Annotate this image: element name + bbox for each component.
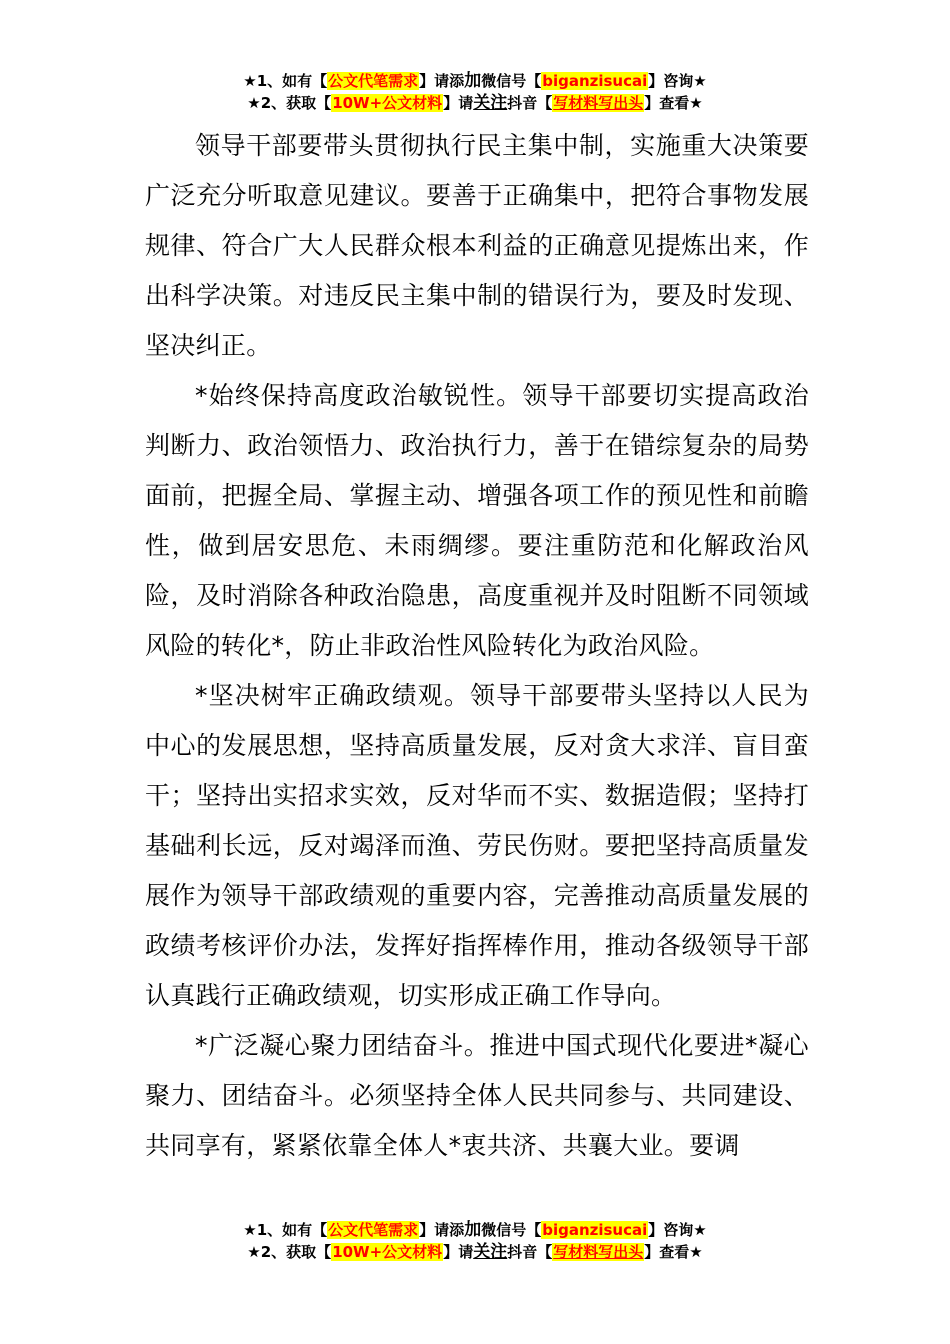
banner-emphasis: 关注 [473, 1242, 508, 1262]
banner-text: 微信号【 [481, 1221, 542, 1239]
highlight-service: 公文代笔需求 [328, 1221, 419, 1239]
banner-text: 】咨询★ [648, 1221, 707, 1239]
banner-text: 】请 [443, 94, 474, 112]
banner-text: ★1、如有【 [243, 1221, 328, 1239]
header-banner [0, 70, 950, 114]
banner-line-1 [0, 70, 950, 92]
document-body [145, 121, 809, 1171]
highlight-materials: 10W+公文材料 [332, 1243, 443, 1261]
highlight-wechat-id: biganzisucai [542, 1221, 648, 1239]
banner-line-2 [0, 92, 950, 114]
banner-text: 抖音【 [507, 1243, 553, 1261]
banner-text: 】请添 [419, 1221, 465, 1239]
banner-text: 】查看★ [644, 1243, 703, 1261]
banner-line-1 [0, 1219, 950, 1241]
highlight-service: 公文代笔需求 [328, 72, 419, 90]
banner-emphasis: 加 [464, 1220, 482, 1240]
banner-text: ★2、获取【 [247, 1243, 332, 1261]
banner-text: 微信号【 [481, 72, 542, 90]
highlight-douyin-account: 写材料写出头 [553, 1243, 644, 1261]
paragraph: *始终保持高度政治敏锐性。领导干部要切实提高政治判断力、政治领悟力、政治执行力，善于在错综复杂的局势面前，把握全局、掌握主动、增强各项工作的预见性和前瞻性，做到居安思危、未雨绸缪。要注重防范和化解政治风险，及时消除各种政治隐患，高度重视并及时阻断不同领域风险的转化*，防止非政治性风险转化为政治风险。 [145, 381, 809, 660]
banner-text: 】请添 [419, 72, 465, 90]
banner-emphasis: 加 [464, 71, 482, 91]
paragraph: 领导干部要带头贯彻执行民主集中制，实施重大决策要广泛充分听取意见建议。要善于正确集中，把符合事物发展规律、符合广大人民群众根本利益的正确意见提炼出来，作出科学决策。对违反民主集中制的错误行为，要及时发现、坚决纠正。 [145, 131, 809, 360]
highlight-materials: 10W+公文材料 [332, 94, 443, 112]
highlight-douyin-account: 写材料写出头 [553, 94, 644, 112]
banner-emphasis: 关注 [473, 93, 508, 113]
banner-text: 】咨询★ [648, 72, 707, 90]
highlight-wechat-id: biganzisucai [542, 72, 648, 90]
banner-text: ★1、如有【 [243, 72, 328, 90]
banner-text: 抖音【 [507, 94, 553, 112]
banner-text: ★2、获取【 [247, 94, 332, 112]
paragraph: *坚决树牢正确政绩观。领导干部要带头坚持以人民为中心的发展思想，坚持高质量发展，反对贪大求洋、盲目蛮干；坚持出实招求实效，反对华而不实、数据造假；坚持打基础利长远，反对竭泽而渔、劳民伤财。要把坚持高质量发展作为领导干部政绩观的重要内容，完善推动高质量发展的政绩考核评价办法，发挥好指挥棒作用，推动各级领导干部认真践行正确政绩观，切实形成正确工作导向。 [145, 681, 809, 1010]
footer-banner [0, 1219, 950, 1263]
paragraph: *广泛凝心聚力团结奋斗。推进中国式现代化要进*凝心聚力、团结奋斗。必须坚持全体人民共同参与、共同建设、共同享有，紧紧依靠全体人*衷共济、共襄大业。要调 [145, 1031, 809, 1160]
banner-line-2 [0, 1241, 950, 1263]
banner-text: 】请 [443, 1243, 474, 1261]
banner-text: 】查看★ [644, 94, 703, 112]
